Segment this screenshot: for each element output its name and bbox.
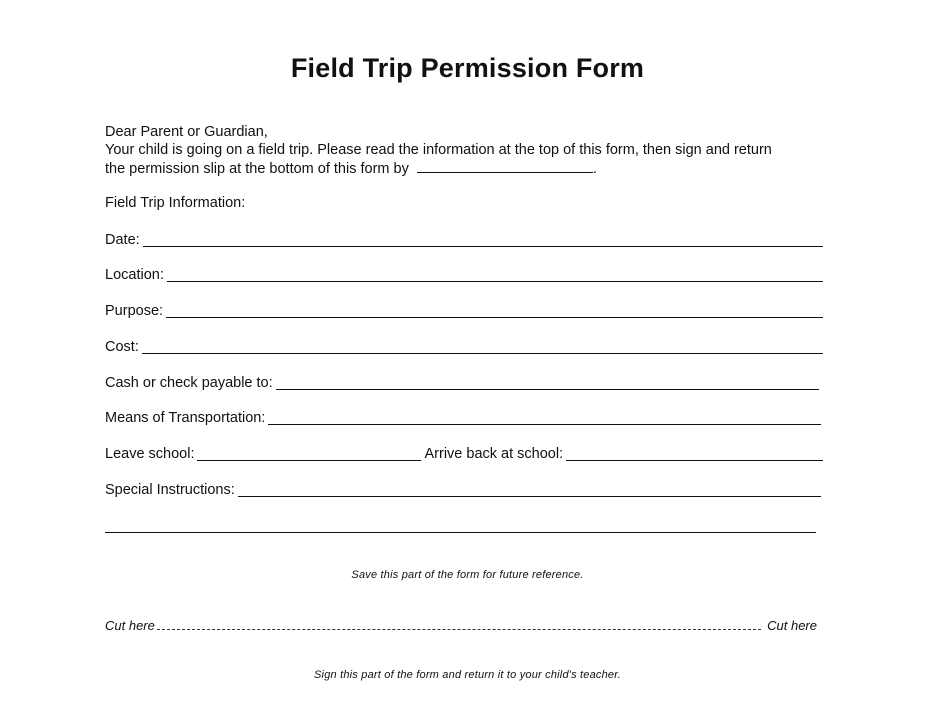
arrive-blank[interactable] [566,446,823,461]
special-continuation-blank[interactable] [105,532,816,533]
intro-line-2 [105,159,845,178]
payable-label: Cash or check payable to: [105,375,273,391]
intro-line-1: Your child is going on a field trip. Please read the information at the top of this form, then sign and return [105,142,772,158]
field-row-purpose [105,302,823,320]
special-blank[interactable] [238,482,821,497]
field-row-transport [105,409,821,427]
field-row-payable [105,374,819,392]
field-row-special [105,481,821,499]
leave-label: Leave school: [105,446,195,462]
special-label: Special Instructions: [105,482,235,498]
cut-line [105,618,817,633]
intro-line-2-suffix: . [592,161,597,177]
intro-line-2-prefix: the permission slip at the bottom of this form by [105,161,409,177]
field-row-leave-arrive [105,445,823,463]
location-blank[interactable] [167,267,823,282]
intro-paragraph [105,123,845,178]
date-label: Date: [105,232,140,248]
arrive-label: Arrive back at school: [424,446,564,462]
purpose-label: Purpose: [105,303,164,319]
transport-label: Means of Transportation: [105,410,266,426]
leave-blank[interactable] [197,446,421,461]
section-label-trip-info: Field Trip Information: [105,195,246,211]
cost-blank[interactable] [142,339,823,354]
sign-note: Sign this part of the form and return it to your child's teacher. [314,669,621,681]
save-note: Save this part of the form for future reference. [351,569,584,581]
purpose-blank[interactable] [166,303,823,318]
cost-label: Cost: [105,339,139,355]
location-label: Location: [105,267,164,283]
intro-greeting: Dear Parent or Guardian, [105,124,268,140]
return-date-blank[interactable] [417,159,593,173]
field-row-cost [105,338,823,356]
form-title: Field Trip Permission Form [290,53,645,83]
date-blank[interactable] [143,232,823,247]
transport-blank[interactable] [268,410,821,425]
cut-dashes [157,621,761,630]
field-row-location [105,266,823,284]
cut-label-left: Cut here [105,618,155,633]
field-row-date [105,231,823,249]
payable-blank[interactable] [276,375,819,390]
cut-label-right: Cut here [767,618,817,633]
